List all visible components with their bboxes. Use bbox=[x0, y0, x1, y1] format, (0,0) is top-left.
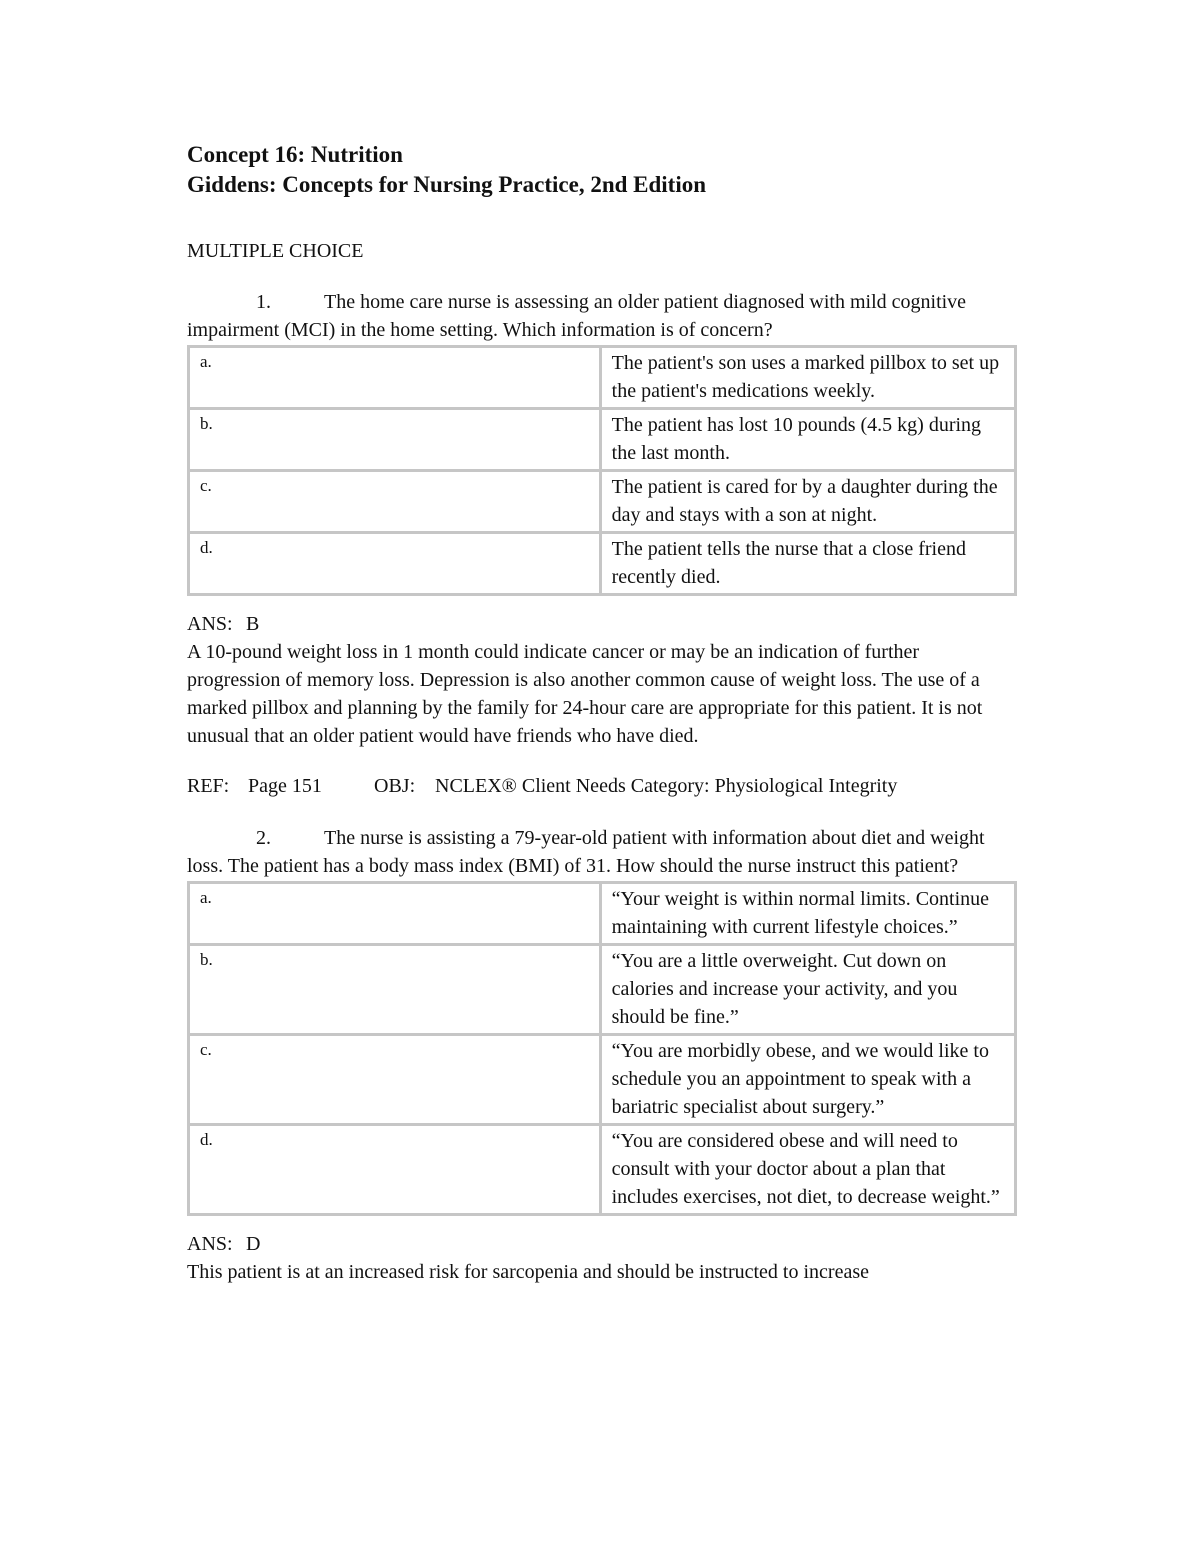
document-title: Concept 16: Nutrition bbox=[187, 142, 403, 167]
answer-line bbox=[187, 1230, 1017, 1258]
choice-text: “You are considered obese and will need to consult with your doctor about a plan that includes exercises, not diet, to decrease weight.” bbox=[600, 1125, 1015, 1215]
choice-text: “You are a little overweight. Cut down on calories and increase your activity, and you should be fine.” bbox=[600, 945, 1015, 1035]
choice-text: The patient is cared for by a daughter during the day and stays with a son at night. bbox=[600, 471, 1015, 533]
choice-letter: b. bbox=[189, 409, 601, 471]
answer-line bbox=[187, 610, 1017, 638]
choice-row bbox=[189, 533, 1016, 595]
choice-text: The patient tells the nurse that a close friend recently died. bbox=[600, 533, 1015, 595]
choice-letter: c. bbox=[189, 471, 601, 533]
question-stem bbox=[187, 288, 1017, 344]
choices-table bbox=[187, 881, 1017, 1216]
choice-text: “You are morbidly obese, and we would like to schedule you an appointment to speak with a bariatric specialist about surgery.” bbox=[600, 1035, 1015, 1125]
answer-label: ANS: bbox=[187, 1233, 233, 1255]
document-subtitle: Giddens: Concepts for Nursing Practice, 2nd Edition bbox=[187, 172, 707, 197]
question-number: 2. bbox=[256, 827, 271, 849]
answer-value: D bbox=[246, 1233, 261, 1255]
choice-letter: c. bbox=[189, 1035, 601, 1125]
choice-row bbox=[189, 1125, 1016, 1215]
choice-letter: a. bbox=[189, 347, 601, 409]
ref-value: Page 151 bbox=[248, 775, 322, 797]
reference-line bbox=[187, 772, 1017, 800]
choice-row bbox=[189, 347, 1016, 409]
obj-label: OBJ: bbox=[374, 775, 416, 797]
choice-row bbox=[189, 409, 1016, 471]
choice-row bbox=[189, 1035, 1016, 1125]
choice-letter: d. bbox=[189, 533, 601, 595]
choice-text: The patient's son uses a marked pillbox to set up the patient's medications weekly. bbox=[600, 347, 1015, 409]
choices-table bbox=[187, 345, 1017, 596]
answer-rationale: A 10-pound weight loss in 1 month could indicate cancer or may be an indication of further progression of memory loss. Depression is also another common cause of weight loss. The use of a marked pillbox and planning by the family for 24-hour care are appropriate for this patient. It is not unusual that an older patient would have friends who have died. bbox=[187, 641, 983, 747]
question-text: The home care nurse is assessing an older patient diagnosed with mild cognitive impairment (MCI) in the home setting. Which information is of concern? bbox=[187, 291, 967, 341]
choice-letter: a. bbox=[189, 883, 601, 945]
choice-row bbox=[189, 883, 1016, 945]
choice-text: “Your weight is within normal limits. Continue maintaining with current lifestyle choices.” bbox=[600, 883, 1015, 945]
answer-value: B bbox=[246, 613, 260, 635]
question-text: The nurse is assisting a 79-year-old patient with information about diet and weight loss. The patient has a body mass index (BMI) of 31. How should the nurse instruct this patient? bbox=[187, 827, 985, 877]
choice-text: The patient has lost 10 pounds (4.5 kg) during the last month. bbox=[600, 409, 1015, 471]
choice-row bbox=[189, 471, 1016, 533]
choice-letter: b. bbox=[189, 945, 601, 1035]
question-stem bbox=[187, 824, 1017, 880]
choice-letter: d. bbox=[189, 1125, 601, 1215]
answer-rationale: This patient is at an increased risk for sarcopenia and should be instructed to increase bbox=[187, 1261, 869, 1283]
question-number: 1. bbox=[256, 291, 271, 313]
answer-label: ANS: bbox=[187, 613, 233, 635]
section-heading: MULTIPLE CHOICE bbox=[187, 240, 364, 262]
document-page bbox=[187, 140, 1017, 1286]
ref-label: REF: bbox=[187, 775, 230, 797]
obj-value: NCLEX® Client Needs Category: Physiological Integrity bbox=[435, 775, 898, 797]
choice-row bbox=[189, 945, 1016, 1035]
